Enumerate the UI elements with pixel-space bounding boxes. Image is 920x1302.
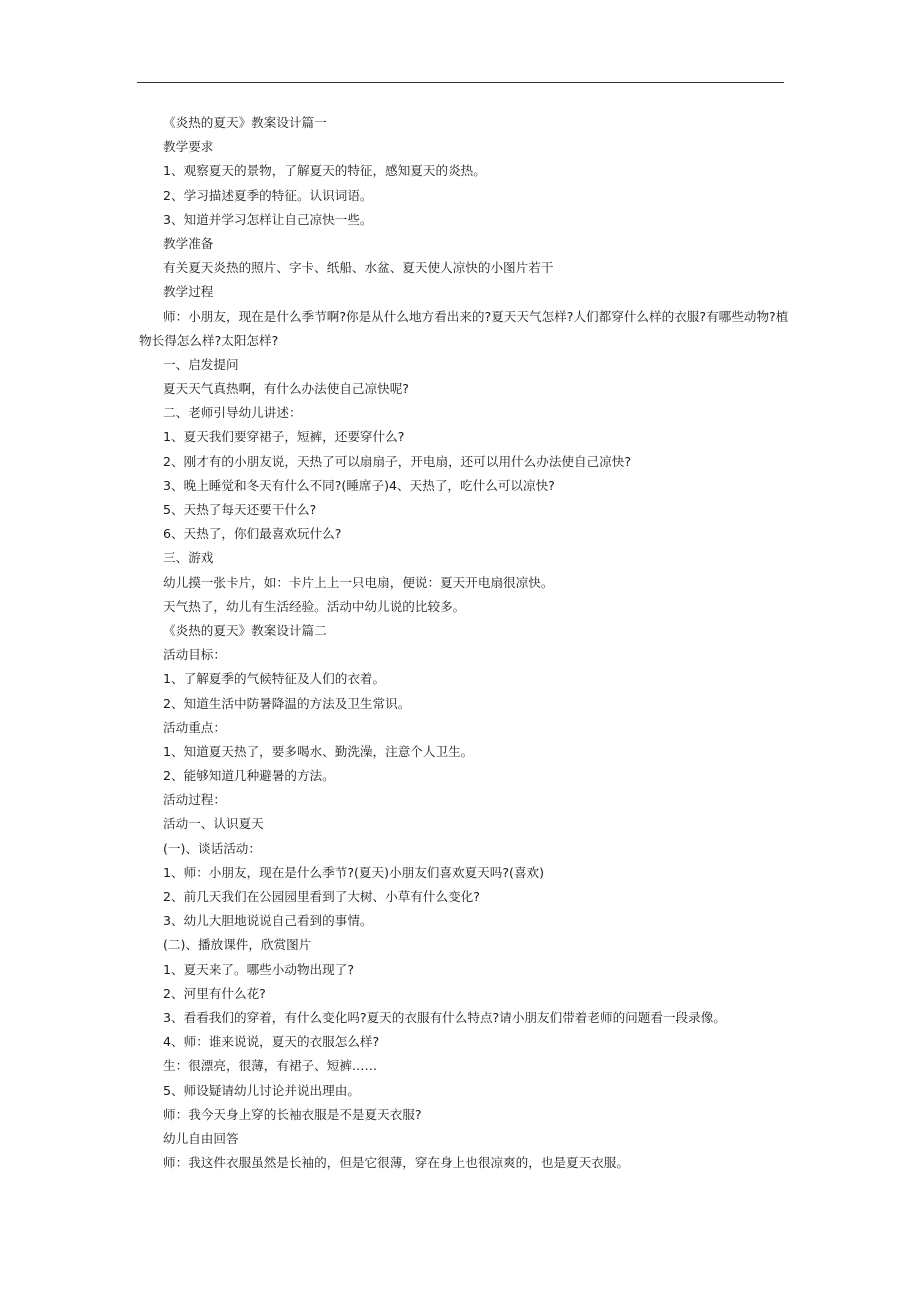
heading: 教学要求 [163, 139, 214, 155]
document-body [139, 111, 794, 1175]
list-item: 1、了解夏季的气候特征及人们的衣着。 [163, 671, 386, 687]
heading: 活动重点： [163, 719, 226, 735]
heading: 教学准备 [163, 235, 214, 251]
list-item: 5、师设疑请幼儿讨论并说出理由。 [163, 1082, 360, 1098]
heading: 一、启发提问 [163, 356, 239, 372]
paragraph: 幼儿自由回答 [163, 1130, 239, 1146]
heading: 活动过程： [163, 792, 226, 808]
section-title: 《炎热的夏天》教案设计篇二 [163, 622, 327, 638]
paragraph: 生：很漂亮，很薄，有裙子、短裤…… [163, 1058, 378, 1074]
list-item: 4、师：谁来说说，夏天的衣服怎么样? [163, 1034, 380, 1050]
paragraph: 有关夏天炎热的照片、字卡、纸船、水盆、夏天使人凉快的小图片若干 [163, 260, 554, 276]
section-title: 《炎热的夏天》教案设计篇一 [163, 115, 327, 130]
paragraph: 幼儿摸一张卡片，如：卡片上上一只电扇，便说：夏天开电扇很凉快。 [163, 574, 554, 590]
list-item: 1、师：小朋友，现在是什么季节?(夏天)小朋友们喜欢夏天吗?(喜欢) [163, 864, 545, 880]
list-item: 2、前几天我们在公园园里看到了大树、小草有什么变化? [163, 889, 480, 905]
heading: (二)、播放课件，欣赏图片 [163, 937, 312, 953]
heading: (一)、谈话活动： [163, 840, 261, 856]
list-item: 3、知道并学习怎样让自己凉快一些。 [163, 211, 373, 227]
paragraph: 天气热了，幼儿有生活经验。活动中幼儿说的比较多。 [163, 598, 466, 614]
list-item: 3、幼儿大胆地说说自己看到的事情。 [163, 913, 373, 929]
paragraph: 师：我这件衣服虽然是长袖的，但是它很薄，穿在身上也很凉爽的，也是夏天衣服。 [163, 1155, 629, 1171]
heading: 三、游戏 [163, 550, 214, 566]
list-item: 2、能够知道几种避暑的方法。 [163, 768, 335, 784]
heading: 教学过程 [163, 284, 214, 300]
list-item: 1、知道夏天热了，要多喝水、勤洗澡，注意个人卫生。 [163, 743, 474, 759]
list-item: 3、看看我们的穿着，有什么变化吗?夏天的衣服有什么特点?请小朋友们带着老师的问题看一段录像。 [163, 1009, 726, 1025]
list-item: 1、观察夏天的景物，了解夏天的特征，感知夏天的炎热。 [163, 163, 486, 179]
heading: 二、老师引导幼儿讲述： [163, 405, 302, 421]
list-item: 2、学习描述夏季的特征。认识词语。 [163, 187, 373, 203]
paragraph: 师：小朋友，现在是什么季节啊?你是从什么地方看出来的?夏天天气怎样?人们都穿什么样的衣服?有哪些动物?植物长得怎么样?太阳怎样? [139, 308, 789, 348]
heading: 活动目标： [163, 647, 226, 663]
paragraph: 师：我今天身上穿的长袖衣服是不是夏天衣服? [163, 1106, 422, 1122]
list-item: 1、夏天我们要穿裙子，短裤，还要穿什么? [163, 429, 405, 445]
list-item: 5、天热了每天还要干什么? [163, 502, 317, 518]
list-item: 2、知道生活中防暑降温的方法及卫生常识。 [163, 695, 411, 711]
list-item: 1、夏天来了。哪些小动物出现了? [163, 961, 355, 977]
heading: 活动一、认识夏天 [163, 816, 264, 832]
list-item: 3、晚上睡觉和冬天有什么不同?(睡席子)4、天热了，吃什么可以凉快? [163, 477, 555, 493]
list-item: 6、天热了，你们最喜欢玩什么? [163, 526, 342, 542]
paragraph: 夏天天气真热啊，有什么办法使自己凉快呢? [163, 381, 409, 397]
list-item: 2、河里有什么花? [163, 985, 266, 1001]
list-item: 2、刚才有的小朋友说，天热了可以扇扇子，开电扇，还可以用什么办法使自己凉快? [163, 453, 632, 469]
header-rule [137, 82, 784, 83]
